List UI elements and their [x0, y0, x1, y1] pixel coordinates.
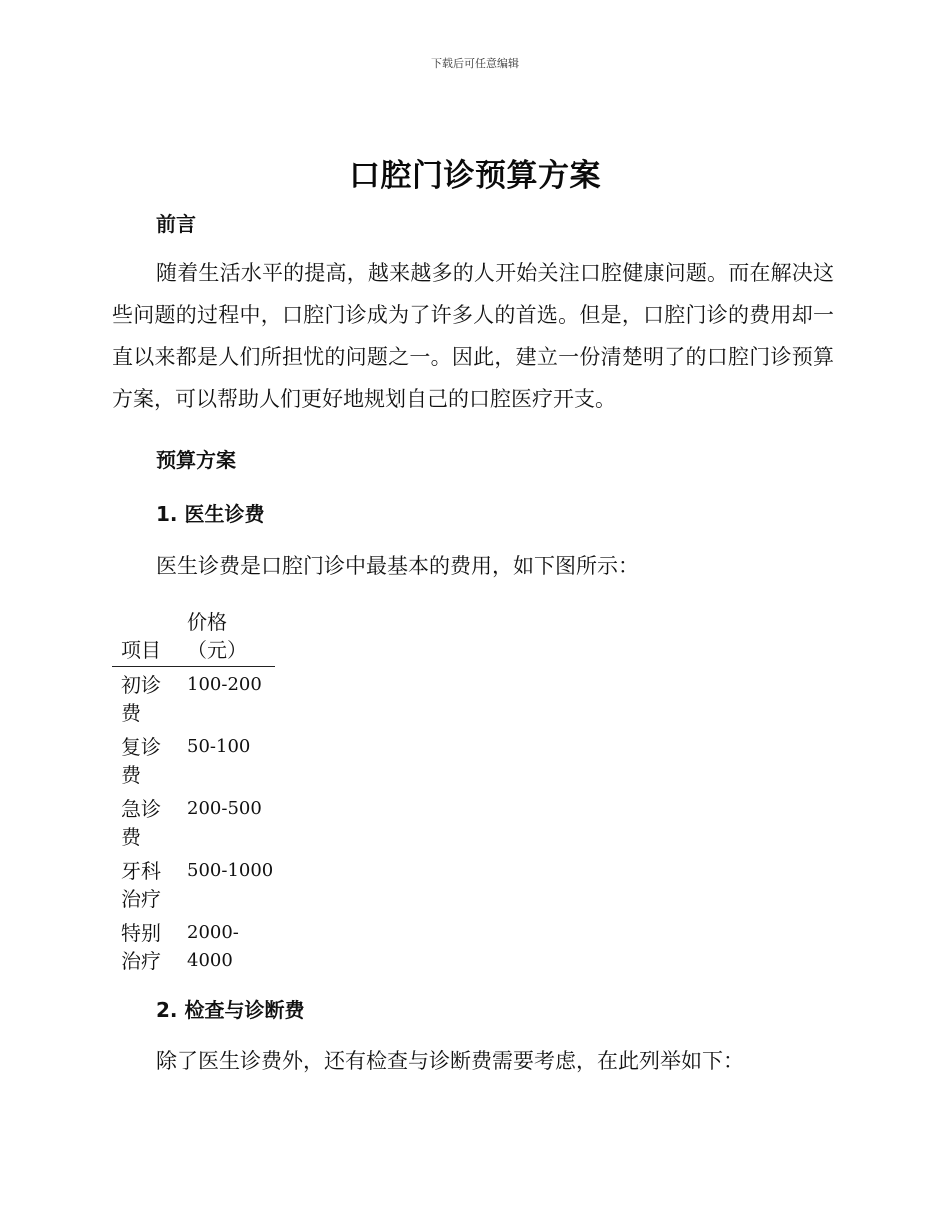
exam-fee-heading: 2. 检查与诊断费	[156, 998, 305, 1022]
column-header-item: 项目	[112, 608, 165, 667]
fee-item-cell: 复诊费	[121, 735, 161, 787]
table-row	[112, 667, 275, 730]
fee-item-cell: 初诊费	[121, 673, 161, 725]
fee-item-cell: 特别治疗	[121, 921, 161, 973]
table-row	[112, 915, 275, 977]
header-note: 下载后可任意编辑	[431, 57, 519, 70]
column-header-price: 价格（元）	[165, 608, 275, 667]
fee-price-cell: 100-200	[187, 674, 262, 695]
fee-price-cell: 2000-4000	[187, 922, 239, 971]
fee-price-cell: 500-1000	[187, 860, 274, 881]
table-row	[112, 791, 275, 853]
fee-price-cell: 50-100	[187, 736, 251, 757]
budget-plan-heading: 预算方案	[156, 448, 236, 472]
fee-item-cell: 牙科治疗	[121, 859, 161, 911]
table-row	[112, 853, 275, 915]
table-row	[112, 729, 275, 791]
foreword-heading: 前言	[156, 212, 196, 236]
foreword-paragraph: 随着生活水平的提高，越来越多的人开始关注口腔健康问题。而在解决这些问题的过程中，口腔门诊成为了许多人的首选。但是，口腔门诊的费用却一直以来都是人们所担忧的问题之一。因此，建立一份清楚明了的口腔门诊预算方案，可以帮助人们更好地规划自己的口腔医疗开支。	[112, 261, 834, 411]
fee-item-cell: 急诊费	[121, 797, 161, 849]
table-header-row	[112, 608, 275, 667]
exam-fee-paragraph: 除了医生诊费外，还有检查与诊断费需要考虑，在此列举如下：	[156, 1049, 744, 1073]
doctor-fee-paragraph: 医生诊费是口腔门诊中最基本的费用，如下图所示：	[156, 554, 639, 578]
fee-price-cell: 200-500	[187, 798, 262, 819]
doctor-fee-heading: 1. 医生诊费	[156, 502, 265, 526]
document-title: 口腔门诊预算方案	[349, 158, 601, 194]
doctor-fee-table	[112, 608, 275, 977]
